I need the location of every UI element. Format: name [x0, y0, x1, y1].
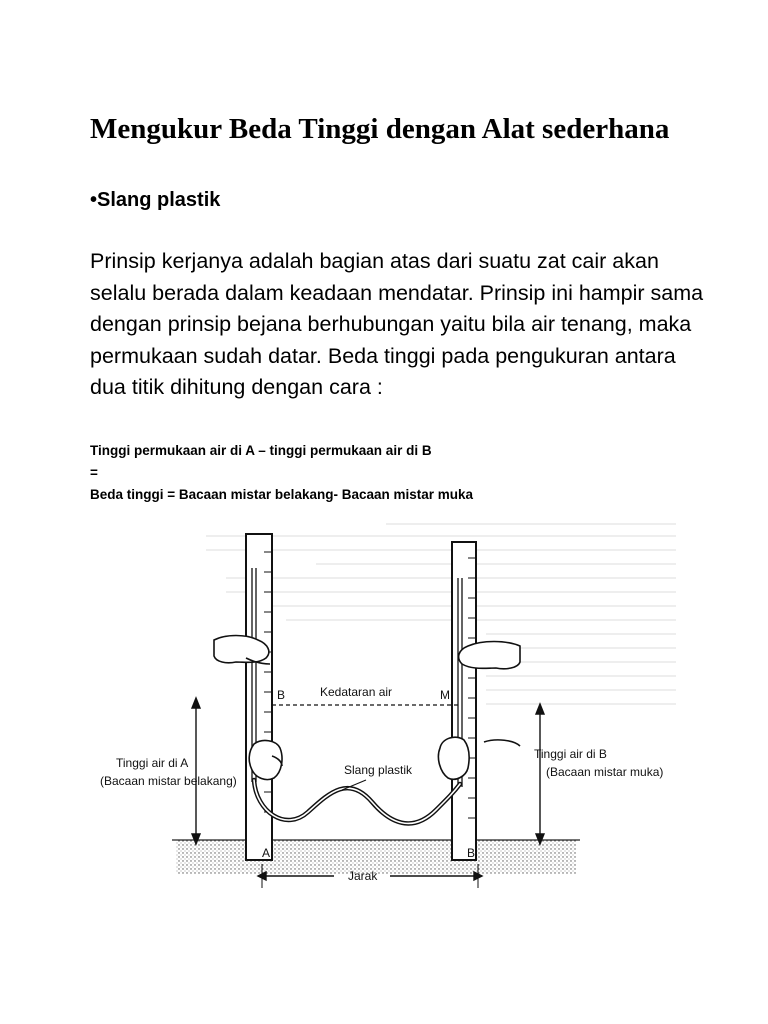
formula-line-3: Beda tinggi = Bacaan mistar belakang- Bacaan mistar muka [90, 487, 474, 502]
label-hose: Slang plastik [344, 763, 413, 777]
label-left-reading: (Bacaan mistar belakang) [100, 774, 237, 788]
body-paragraph: Prinsip kerjanya adalah bagian atas dari suatu zat cair akan selalu berada dalam keadaan mendatar. Prinsip ini hampir sama dengan prinsip bejana berhubungan yaitu bila air tenang, maka permukaan sudah datar. Beda tinggi pada pengukuran antara dua titik dihitung dengan cara : [90, 249, 704, 399]
hose-leveling-diagram [86, 512, 686, 892]
label-point-a-bottom: A [262, 846, 271, 860]
hand-right-top [459, 642, 520, 669]
label-left-height: Tinggi air di A [116, 756, 189, 770]
label-point-m: M [440, 688, 450, 702]
height-arrow-right [536, 704, 544, 844]
label-right-reading: (Bacaan mistar muka) [546, 765, 664, 779]
rod-right [452, 542, 476, 860]
formula-block [90, 440, 473, 506]
label-right-height: Tinggi air di B [534, 747, 607, 761]
background-bleed-lines [206, 524, 676, 704]
label-water-level: Kedataran air [320, 685, 393, 699]
label-distance: Jarak [348, 869, 378, 883]
label-point-b-bottom: B [467, 846, 476, 860]
hand-right-bottom [438, 737, 520, 779]
page-title: Mengukur Beda Tinggi dengan Alat sederhana [90, 113, 670, 145]
height-arrow-left [192, 698, 200, 844]
label-point-b-top: B [277, 688, 286, 702]
subtitle-bullet: •Slang plastik [90, 189, 221, 211]
hand-left-bottom [249, 741, 282, 780]
formula-line-2: = [90, 465, 98, 480]
formula-line-1: Tinggi permukaan air di A – tinggi permukaan air di B [90, 443, 432, 458]
